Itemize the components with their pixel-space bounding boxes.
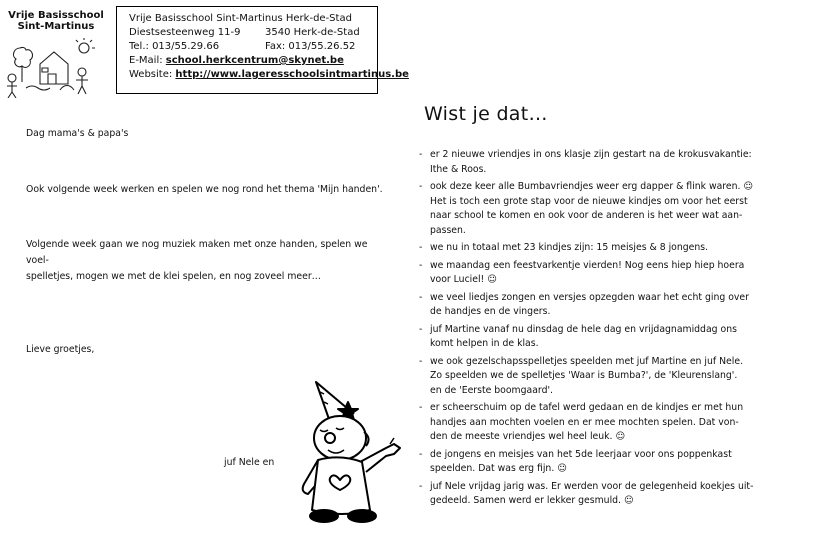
fact-line: juf Nele vrijdag jarig was. Er werden voor de gelegenheid koekjes uit- <box>430 480 754 492</box>
list-item <box>419 291 819 320</box>
fact-line: passen. <box>430 224 466 236</box>
list-item <box>419 355 819 399</box>
list-dash: - <box>419 181 423 192</box>
wist-je-dat-title: Wist je dat… <box>424 103 548 125</box>
website-label: Website: <box>129 69 173 80</box>
fact-line: er 2 nieuwe vriendjes in ons klasje zijn gestart na de krokusvakantie: <box>430 149 752 160</box>
fact-line: handjes aan mochten voelen en er mee mochten spelen. Dat von- <box>430 416 739 428</box>
fact-line: de jongens en meisjes van het 5de leerjaar voor ons poppenkast <box>430 448 732 460</box>
school-address-box <box>116 6 409 94</box>
school-logo <box>6 10 106 32</box>
letter-signoff: juf Nele en <box>224 457 275 468</box>
list-item <box>419 480 819 509</box>
address-line <box>129 26 367 40</box>
fact-line: en de 'Eerste boomgaard'. <box>430 384 553 396</box>
fact-line: we nu in totaal met 23 kindjes zijn: 15 meisjes & 8 jongens. <box>430 242 709 253</box>
email-label: E-Mail: <box>129 55 163 66</box>
list-item <box>419 401 819 445</box>
fact-line: Ithe & Roos. <box>430 163 487 175</box>
fact-line: de handjes en de vingers. <box>430 306 551 317</box>
list-item <box>419 241 819 256</box>
fact-line: we maandag een feestvarkentje vierden! Nog eens hiep hiep hoera <box>430 259 745 271</box>
fact-line: naar school te komen en ook voor de anderen is het weer wat aan- <box>430 210 743 221</box>
list-dash: - <box>419 242 423 253</box>
list-dash: - <box>419 402 423 413</box>
school-logo-drawing <box>4 38 99 98</box>
letter-paragraph-2-line-1: Volgende week gaan we nog muziek maken met onze handen, spelen we voel- <box>26 239 368 266</box>
letter-closing: Lieve groetjes, <box>26 344 95 355</box>
fact-line: den de meeste vriendjes wel heel leuk. ☺ <box>430 431 626 442</box>
letter-paragraph-1: Ook volgende week werken en spelen we nog rond het thema 'Mijn handen'. <box>26 184 383 195</box>
school-name: Vrije Basisschool Sint-Martinus Herk-de-Stad <box>129 13 352 24</box>
fact-line: we ook gezelschapsspelletjes speelden met juf Martine en juf Nele. <box>430 355 744 367</box>
letter-paragraph-2 <box>26 237 386 285</box>
list-dash: - <box>419 480 423 492</box>
fact-line: komt helpen in de klas. <box>430 338 539 349</box>
list-item <box>419 180 819 238</box>
list-item <box>419 259 819 288</box>
bumba-clown-illustration <box>290 376 406 526</box>
list-dash: - <box>419 355 423 367</box>
wist-je-dat-list <box>419 148 819 512</box>
fact-line: speelden. Dat was erg fijn. ☺ <box>430 463 567 474</box>
list-item <box>419 448 819 477</box>
street: Diestsesteenweg 11-9 <box>129 27 241 38</box>
fact-line: gedeeld. Samen werd er lekker gesmuld. ☺ <box>430 495 634 506</box>
list-dash: - <box>419 259 423 271</box>
logo-title-line2: Sint-Martinus <box>17 21 95 32</box>
list-dash: - <box>419 149 423 160</box>
fact-line: ook deze keer alle Bumbavriendjes weer erg dapper & flink waren. ☺ <box>430 181 754 192</box>
fact-line: we veel liedjes zongen en versjes opzegden waar het echt ging over <box>430 291 749 303</box>
fact-line: juf Martine vanaf nu dinsdag de hele dag en vrijdagnamiddag ons <box>430 323 737 335</box>
fact-line: er scheerschuim op de tafel werd gedaan en de kindjes er met hun <box>430 402 744 413</box>
fact-line: voor Luciel! ☺ <box>430 274 497 285</box>
fax: Fax: 013/55.26.52 <box>265 41 356 52</box>
letter-paragraph-2-line-2: spelletjes, mogen we met de klei spelen, en nog zoveel meer… <box>26 271 321 282</box>
list-dash: - <box>419 448 423 460</box>
fact-line: Zo speelden we de spelletjes 'Waar is Bumba?', de 'Kleurenslang'. <box>430 370 738 381</box>
list-item <box>419 323 819 352</box>
website-line <box>129 68 409 82</box>
phone-line <box>129 40 367 54</box>
postal-city: 3540 Herk-de-Stad <box>265 27 360 38</box>
website-link[interactable]: http://www.lageresschoolsintmartinus.be <box>175 69 409 80</box>
fact-line: Het is toch een grote stap voor de nieuwe kindjes om voor het eerst <box>430 195 748 207</box>
list-item <box>419 148 819 177</box>
email-line <box>129 54 367 68</box>
email-link[interactable]: school.herkcentrum@skynet.be <box>165 55 344 66</box>
list-dash: - <box>419 291 423 303</box>
telephone: Tel.: 013/55.29.66 <box>129 41 220 52</box>
list-dash: - <box>419 323 423 335</box>
letter-greeting: Dag mama's & papa's <box>26 128 129 139</box>
logo-title-line1: Vrije Basisschool <box>8 10 104 21</box>
